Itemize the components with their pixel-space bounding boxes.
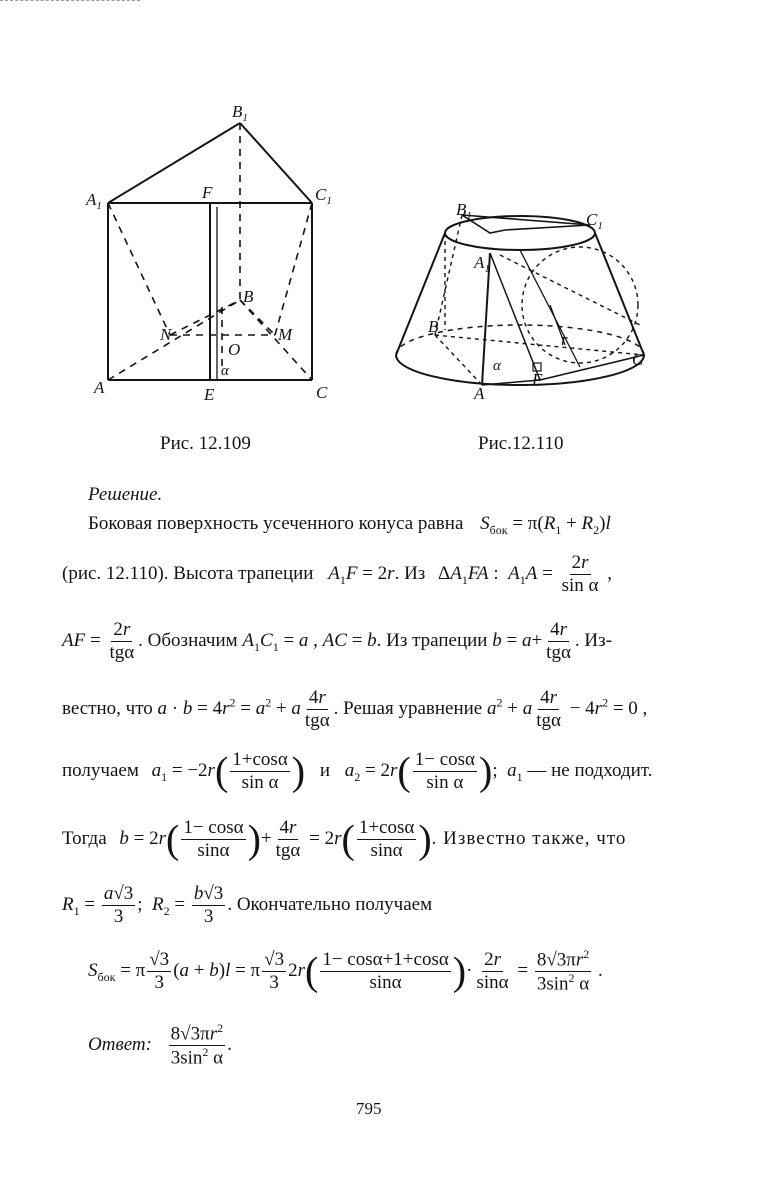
figure-12-109 xyxy=(80,95,350,415)
fig110-label-alpha: α xyxy=(493,358,501,374)
page-number: 795 xyxy=(356,1099,382,1118)
fig109-label-n: N xyxy=(160,325,172,344)
fig109-label-alpha: α xyxy=(221,363,229,379)
fig109-label-b: B xyxy=(243,287,254,306)
fig109-label-o: O xyxy=(228,340,241,359)
solution-heading: Решение. xyxy=(88,484,163,505)
solution-line-1: Боковая поверхность усеченного конуса равна $S_{бок} = \pi(R_1 + R_2)l$ xyxy=(88,513,611,537)
fig109-label-c: C xyxy=(316,383,328,402)
fig109-label-e: E xyxy=(204,385,215,404)
fig110-label-b: B xyxy=(428,317,439,336)
scan-edge-mark xyxy=(0,0,140,3)
solution-line-5: получаем $a_1 = -2r$( $\frac{1+\cos\alpha}{\text{sin α}}$ ) и $a_2 = 2r$( $\frac{1- \cos\alpha}{\text{sin α}}$ ); $a_1$ — не подходит. xyxy=(62,748,653,794)
fig109-label-b1: $B_1$ xyxy=(232,102,248,124)
fig109-label-a1: $A_1$ xyxy=(86,190,102,212)
fig110-label-a1: $A_1$ xyxy=(474,253,490,275)
fig109-label-f: F xyxy=(202,183,213,202)
fig110-label-r: r xyxy=(561,330,568,349)
solution-line-7: $R_1$ = $\frac{a√3}{3}$ ; $R_2$ = $\frac{b√3}{3}$ . Окончательно получаем xyxy=(62,883,433,927)
solution-line-6: Тогда b = 2r( $\frac{1- \cos\alpha}{\sin\alpha}$ )+ $\frac{4r}{\text{tgα}}$ = 2r( $\frac{1+\cos\alpha}{\sin\alpha}$ ). Известно также, что xyxy=(62,816,627,862)
solution-line-2: (рис. 12.110). Высота трапеции $A_1F = 2r$. Из $\Delta A_1FA$ : $A_1A$ = $\frac{2r}{\text{sin α}}$ , xyxy=(62,552,612,596)
figure-12-110 xyxy=(390,195,670,415)
fig110-label-b1: $B_1$ xyxy=(456,200,472,222)
fig109-label-m: M xyxy=(278,325,293,344)
solution-line-8: $S_{бок} = \pi$ $\frac{√3}{3}$ (a + b)l = π $\frac{√3}{3}$ 2r( $\frac{1- \cos\alpha+1+\cos\alpha}{\sin\alpha}$ )· $\frac{2r}{\sin\alpha}$ = $\frac{8√3\pi r^2}{3\sin^2 \alpha}$ . xyxy=(88,947,603,995)
fig110-label-f: F xyxy=(532,370,543,389)
fig109-label-a: A xyxy=(94,378,105,397)
fig110-label-c1: $C_1$ xyxy=(586,210,603,232)
fig110-label-a: A xyxy=(474,384,485,403)
fig109-label-c1: $C_1$ xyxy=(315,185,332,207)
solution-line-3: AF = $\frac{2r}{\text{tgα}}$ . Обозначим $A_1C_1 = a$ , AC = b. Из трапеции b = a+ $\frac{4r}{\text{tgα}}$ . Из- xyxy=(62,619,612,663)
answer-line: Ответ: $\frac{8√3\pi r^2}{3\sin^2 \alpha}$ . xyxy=(88,1021,232,1069)
fig109-caption: Рис. 12.109 xyxy=(160,433,251,454)
solution-line-4: вестно, что $a \cdot b = 4r^2 = a^2 + a$ $\frac{4r}{\text{tgα}}$ . Решая уравнение $a^2 + a$ $\frac{4r}{\text{tgα}}$ − $4r^2 = 0$ , xyxy=(62,687,648,731)
fig110-caption: Рис.12.110 xyxy=(478,433,564,454)
fig110-label-c: C xyxy=(632,350,644,369)
